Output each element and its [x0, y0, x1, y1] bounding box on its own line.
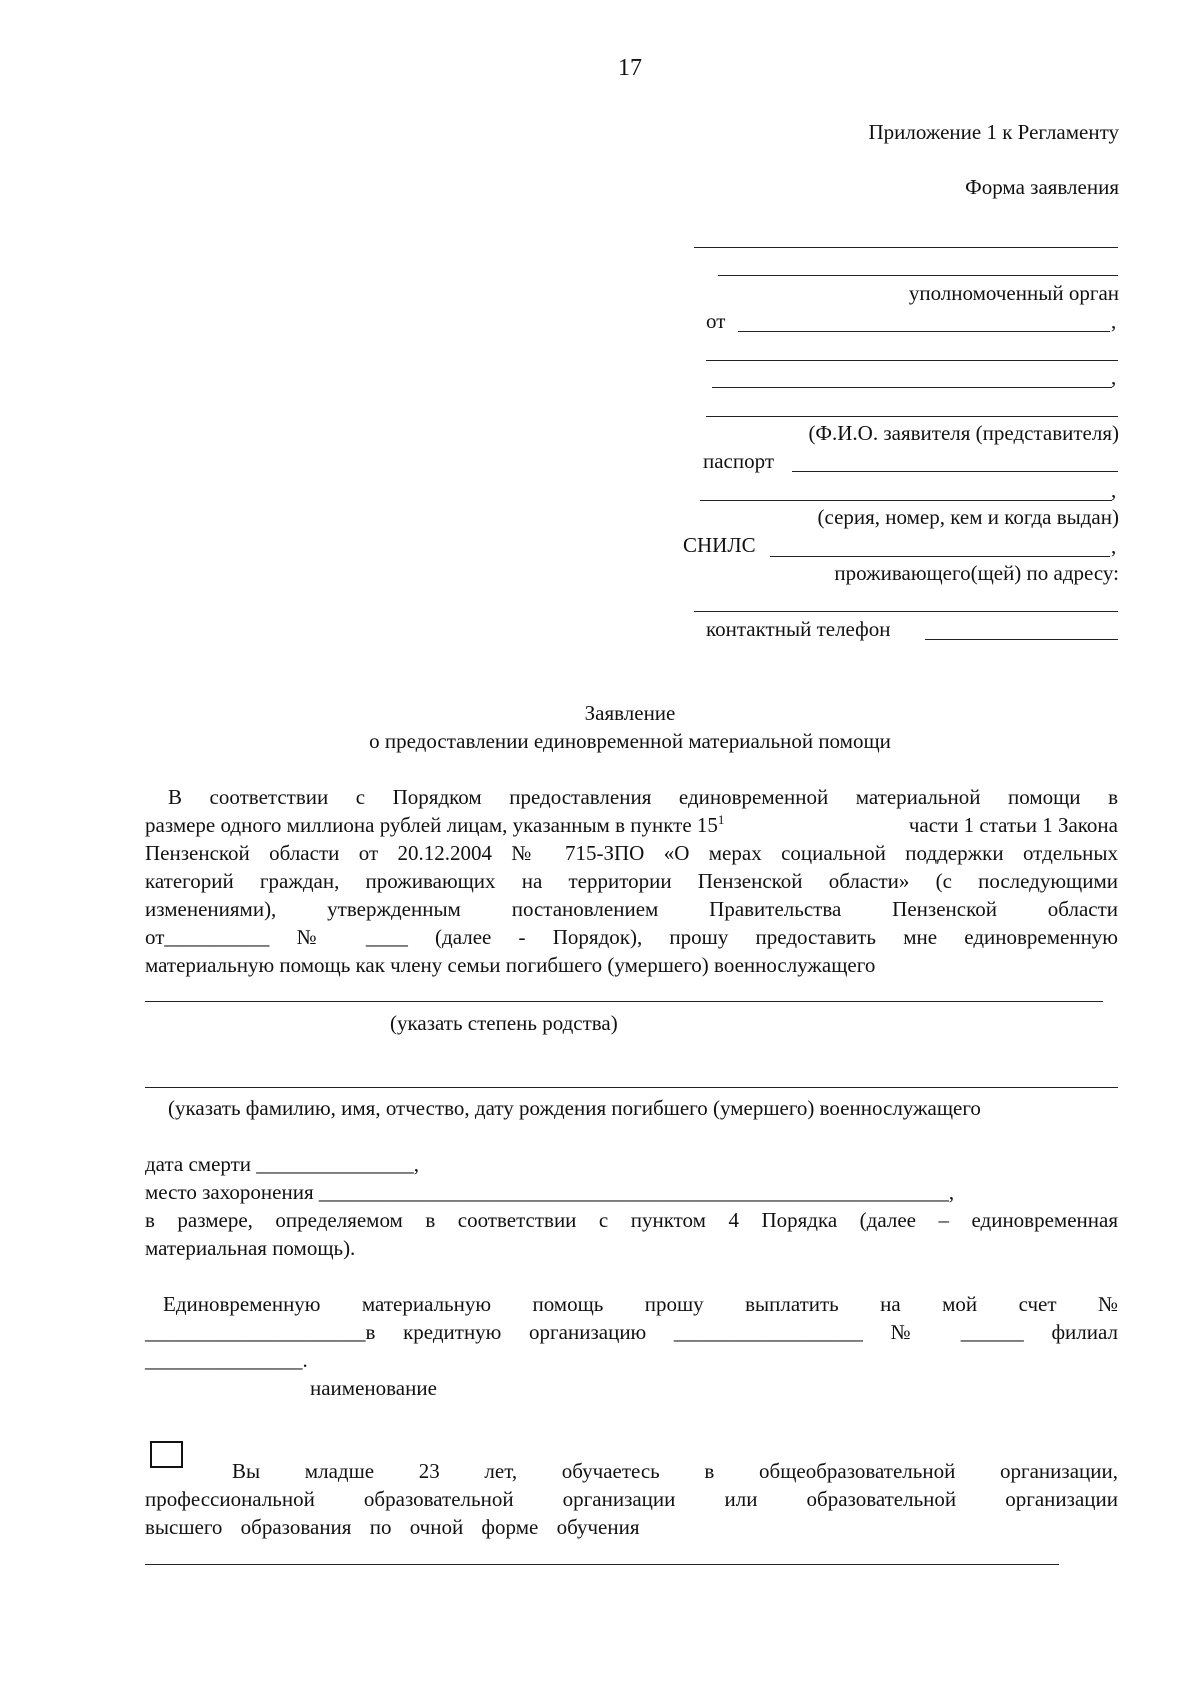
bottom-line: [145, 1564, 1059, 1565]
snils-line: [770, 556, 1110, 557]
body-line: В соответствии с Порядком предоставления единовременной материальной помощи в: [168, 785, 1118, 809]
doc-subtitle: о предоставлении единовременной материальной помощи: [369, 729, 891, 753]
footnote-mark: 1: [717, 812, 725, 827]
checkbox-text: высшего образования по очной форме обучения: [145, 1515, 640, 1539]
authority-line-2: [718, 275, 1118, 276]
page-number: 17: [618, 55, 642, 81]
burial-place: место захоронения ____________________________________________________________,: [145, 1180, 955, 1204]
relation-line: [145, 1001, 1103, 1002]
relation-hint: (указать степень родства): [390, 1011, 618, 1035]
checkbox-text: профессиональной образовательной организации или образовательной организации: [145, 1487, 1118, 1511]
doc-title: Заявление: [584, 701, 676, 725]
body-line: категорий граждан, проживающих на территории Пензенской области» (с последующими: [145, 869, 1118, 893]
comma-4: ,: [1111, 534, 1117, 558]
comma-3: ,: [1111, 478, 1117, 502]
applicant-line-3: [712, 387, 1112, 388]
body-line: _____________________в кредитную организацию __________________ № ______ филиал: [145, 1320, 1118, 1344]
student-checkbox[interactable]: [150, 1441, 183, 1468]
death-date: дата смерти _______________,: [145, 1152, 420, 1176]
authority-line-1: [694, 247, 1118, 248]
passport-line-1: [792, 471, 1118, 472]
body-line: Пензенской области от 20.12.2004 № 715-ЗПО «О мерах социальной поддержки отдельных: [145, 841, 1118, 865]
form-title: Форма заявления: [965, 175, 1119, 199]
passport-line-2: [700, 500, 1112, 501]
phone-label: контактный телефон: [706, 617, 891, 641]
body-line: Единовременную материальную помощь прошу выплатить на мой счет №: [163, 1292, 1118, 1316]
comma-1: ,: [1111, 309, 1117, 333]
passport-label: паспорт: [703, 449, 775, 473]
body-line: в размере, определяемом в соответствии с пунктом 4 Порядка (далее – единовременная: [145, 1208, 1118, 1232]
address-line: [694, 611, 1118, 612]
body-line: изменениями), утвержденным постановлением Правительства Пензенской области: [145, 897, 1118, 921]
name-hint: наименование: [310, 1376, 437, 1400]
comma-2: ,: [1111, 365, 1117, 389]
body-line: [145, 811, 724, 839]
body-line-end: части 1 статьи 1 Закона: [908, 813, 1118, 837]
deceased-hint: (указать фамилию, имя, отчество, дату рождения погибшего (умершего) военнослужащего: [168, 1096, 981, 1120]
passport-hint: (серия, номер, кем и когда выдан): [817, 505, 1119, 529]
phone-line: [925, 639, 1118, 640]
fio-label: (Ф.И.О. заявителя (представителя): [808, 421, 1119, 445]
body-line: материальную помощь как члену семьи погибшего (умершего) военнослужащего: [145, 953, 876, 977]
deceased-line: [145, 1087, 1118, 1088]
address-label: проживающего(щей) по адресу:: [834, 561, 1119, 585]
body-line-text: размере одного миллиона рублей лицам, указанным в пункте 15: [145, 813, 718, 837]
snils-label: СНИЛС: [683, 533, 756, 557]
applicant-line-2: [706, 360, 1118, 361]
applicant-line-4: [706, 416, 1118, 417]
appendix-label: Приложение 1 к Регламенту: [868, 120, 1119, 144]
applicant-line-1: [738, 331, 1110, 332]
body-line: от__________ № ____ (далее - Порядок), прошу предоставить мне единовременную: [145, 925, 1118, 949]
body-line: _______________.: [145, 1348, 308, 1372]
checkbox-text: Вы младше 23 лет, обучаетесь в общеобразовательной организации,: [232, 1459, 1118, 1483]
authority-label: уполномоченный орган: [908, 281, 1119, 305]
body-line: материальная помощь).: [145, 1236, 356, 1260]
from-prefix: от: [706, 309, 726, 333]
